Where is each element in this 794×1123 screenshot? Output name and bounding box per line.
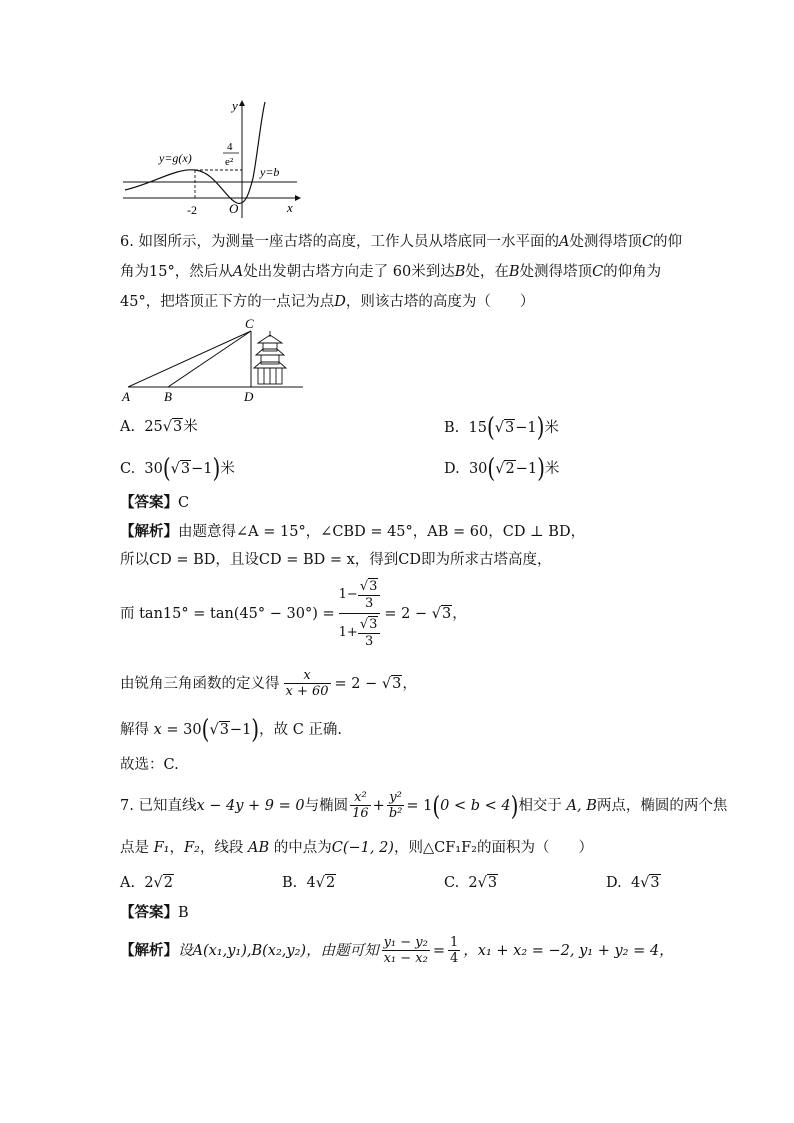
point-b-label: B — [164, 389, 172, 404]
curve-label: y=g(x) — [159, 151, 192, 165]
q7-line1: 7. 已知直线 x − 4y + 9 = 0 与椭圆 $\frac{\text{x²}}{16}$ + $\frac{\text{y²}}{\text{b²}}$ = 1 ( 0 < b < 4 ) 相交于 A, B 两点，椭圆的两个焦 — [120, 789, 728, 822]
point-a-label: A — [122, 389, 130, 404]
y-axis-label: y — [232, 98, 238, 113]
q6-option-d: D. 30(√2−1)米 — [444, 452, 560, 484]
q6-tan-formula: 而 tan15° = tan(45° − 30°) = 1− $\frac{√3}{3}$ 1+ $\frac{√3}{3}$ = 2 − √ 3 ， — [120, 579, 467, 649]
tower-diagram-figure — [118, 315, 308, 405]
q7-option-b: B. 4√2 — [282, 875, 336, 891]
function-graph-figure — [115, 98, 305, 223]
q6-line3: 45°，把塔顶正下方的一点记为点D，则该古塔的高度为（ ） — [120, 294, 535, 310]
q7-line2: 点是 F₁，F₂，线段 AB 的中点为C(−1, 2)，则△CF₁F₂的面积为（ ） — [120, 840, 593, 856]
line-b-label: y=b — [260, 165, 280, 179]
q6-answer: 【答案】C — [120, 494, 190, 511]
origin-label: O — [229, 201, 239, 216]
tick-label: -2 — [187, 203, 197, 217]
x-axis-label: x — [287, 200, 293, 215]
q6-choose: 故选：C. — [120, 757, 179, 773]
q7-option-d: D. 4√3 — [606, 875, 660, 891]
q7-option-c: C. 2√3 — [444, 875, 498, 891]
q6-option-a: A. 25√3米 — [120, 419, 198, 435]
peak-numerator: 4 — [227, 141, 233, 153]
point-d-label: D — [244, 389, 254, 404]
q6-option-b: B. 15(√3−1)米 — [444, 411, 559, 443]
q6-solve: 解得 x = 30(√3−1)，故 C 正确. — [120, 713, 343, 745]
q6-analysis-2: 所以CD = BD，且设CD = BD = x，得到CD即为所求古塔高度， — [120, 552, 552, 568]
pagoda-icon — [254, 331, 286, 384]
q6-definition: 由锐角三角函数的定义得 $\frac{x}{x + 60}$ = 2 − √ 3 ， — [120, 668, 417, 699]
point-c-label: C — [245, 316, 254, 331]
q6-line1: 6. 如图所示，为测量一座古塔的高度，工作人员从塔底同一水平面的A处测得塔顶C的仰 — [120, 234, 683, 250]
q7-option-a: A. 2√2 — [120, 875, 174, 891]
q6-analysis-1: 【解析】由题意得∠A = 15°，∠CBD = 45°，AB = 60，CD ⊥ BD， — [120, 523, 586, 540]
q7-answer: 【答案】B — [120, 904, 189, 921]
q6-option-c: C. 30(√3−1)米 — [120, 452, 235, 484]
peak-denominator: e² — [225, 156, 234, 168]
q7-analysis: 【解析】 设A(x₁,y₁),B(x₂,y₂)，由题可知 $\frac{\text{y₁ − y₂}}{\text{x₁ − x₂}}$ = $\frac{1}{4}$ ，x₁ + x₂ = −2, y₁ + y₂ = 4， — [120, 935, 674, 966]
q6-line2: 角为15°，然后从A处出发朝古塔方向走了 60米到达B处，在B处测得塔顶C的仰角为 — [120, 264, 662, 280]
